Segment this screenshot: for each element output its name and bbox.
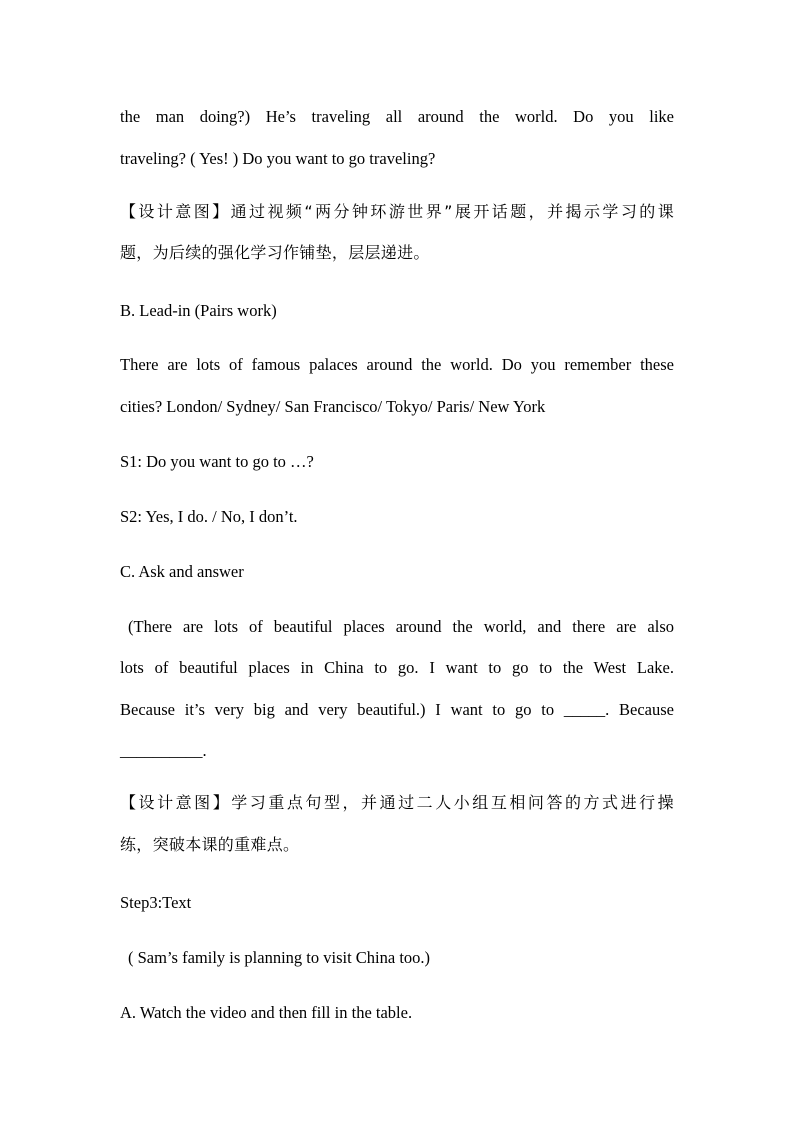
design-intent-heading-line: 【设计意图】学习重点句型，并通过二人小组互相问答的方式进行操 xyxy=(120,793,674,812)
text-line: (There are lots of beautiful places around the world, and there are also xyxy=(128,617,674,636)
text-line: ( Sam’s family is planning to visit China too.) xyxy=(128,948,431,967)
section-heading: A. Watch the video and then fill in the table. xyxy=(120,1003,413,1022)
text-line: 练，突破本课的重难点。 xyxy=(120,835,300,854)
dialogue-line: S2: Yes, I do. / No, I don’t. xyxy=(120,507,298,526)
text-line: traveling? ( Yes! ) Do you want to go traveling? xyxy=(120,149,436,168)
text-line: cities? London/ Sydney/ San Francisco/ Tokyo/ Paris/ New York xyxy=(120,397,546,416)
text-line: __________. xyxy=(120,741,207,760)
design-intent-heading-line: 【设计意图】通过视频“两分钟环游世界”展开话题，并揭示学习的课 xyxy=(120,202,674,221)
text-line: 题，为后续的强化学习作铺垫，层层递进。 xyxy=(120,243,430,262)
text-line: Because it’s very big and very beautiful.) I want to go to _____. Because xyxy=(120,700,674,719)
section-heading: C. Ask and answer xyxy=(120,562,244,581)
section-heading: B. Lead-in (Pairs work) xyxy=(120,301,277,320)
step-heading: Step3:Text xyxy=(120,893,192,912)
text-line: There are lots of famous palaces around the world. Do you remember these xyxy=(120,355,674,374)
dialogue-line: S1: Do you want to go to …? xyxy=(120,452,314,471)
text-line: lots of beautiful places in China to go. I want to go to the West Lake. xyxy=(120,658,674,677)
text-line: the man doing?) He’s traveling all around the world. Do you like xyxy=(120,107,674,126)
